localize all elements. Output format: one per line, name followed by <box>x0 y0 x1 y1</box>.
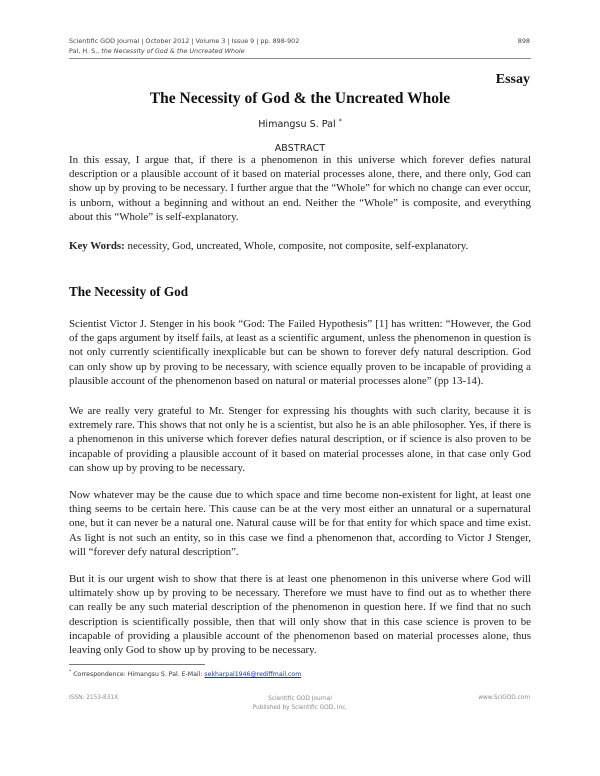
article-type-label: Essay <box>495 72 530 87</box>
body-paragraph: Now whatever may be the cause due to which space and time become non-existent for light, at least one thing seems to be certain here. This cause can be at the very most either an unnatural or a supernatural one, but it can never be a natural one. Natural cause will be for that entity for which space and time exist. As light is not such an entity, so in this case we find a phenomenon that, according to Victor J Stenger, will “forever defy natural description”. <box>69 489 531 558</box>
section-heading: The Necessity of God <box>69 284 189 299</box>
correspondence-footnote <box>69 670 301 678</box>
body-paragraph: Scientist Victor J. Stenger in his book “God: The Failed Hypothesis” [1] has written: “However, the God of the gaps argument by itself fails, at least as a scientific argument, unless the phenomenon in question is not only currently scientifically inexplicable but can be shown to forever defy natural description. God can only show up by proving to be necessary, with science equally proven to be incapable of providing a plausible account of the phenomenon based on natural or material processes alone” (pp 13-14). <box>69 318 531 387</box>
body-paragraph: We are really very grateful to Mr. Stenger for expressing his thoughts with such clarity, because it is extremely rare. This shows that not only he is a scientist, but also he is an able philosopher. Yes, if there is a phenomenon in this universe which forever defies natural description, or if science is also proven to be incapable of providing a plausible account of it based on material processes alone, in that case only God can show up by proving to be necessary. <box>69 405 531 474</box>
footer-issn: ISSN: 2153-831X <box>69 695 119 701</box>
footnote-text: Correspondence: Himangsu S. Pal. E-Mail: <box>73 671 205 679</box>
footer-publisher: Published by Scientific GOD, Inc. <box>252 705 348 711</box>
header-divider <box>69 58 531 59</box>
footnote-mark: * <box>69 670 72 675</box>
author-line <box>0 118 600 130</box>
keywords-label: Key Words: <box>69 240 125 252</box>
article-title: The Necessity of God & the Uncreated Whole <box>149 90 451 107</box>
abstract-heading: ABSTRACT <box>274 143 326 154</box>
author-name: Himangsu S. Pal <box>258 119 336 131</box>
footer-website: www.SciGOD.com <box>478 695 530 701</box>
author-footnote-mark: * <box>338 118 342 125</box>
keywords <box>69 239 531 253</box>
running-header-citation: Scientific GOD Journal | October 2012 | Volume 3 | Issue 9 | pp. 898-902 <box>69 37 300 45</box>
footer-journal-name: Scientific GOD Journal <box>268 696 332 702</box>
author-email-link[interactable]: sekharpal1946@rediffmail.com <box>204 671 302 679</box>
abstract-text: In this essay, I argue that, if there is a phenomenon in this universe which forever defies natural description or a plausible account of it based on material processes alone, there, and there only, God can show up by proving to be necessary. I further argue that the “Whole” for which no change can ever occur, is unborn, without a beginning and without an end. Neither the “Whole” is composite, and everything about this “Whole” is self-explanatory. <box>69 154 531 223</box>
keywords-text: necessity, God, uncreated, Whole, composite, not composite, self-explanatory. <box>124 240 469 252</box>
footnote-divider <box>69 664 205 665</box>
body-paragraph: But it is our urgent wish to show that there is at least one phenomenon in this universe where God will ultimately show up by proving to be necessary. Therefore we must have to find out as to whether there can really be any such material description of the phenomenon in question here. If we find that no such description is scientifically possible, then that will only show that in this case science is proven to be incapable of providing a plausible account of the phenomenon based on material processes alone, thus leaving only God to show up by proving to be necessary. <box>69 573 531 657</box>
running-header-author-prefix: Pal, H. S., <box>69 47 102 55</box>
running-header-short-title: the Necessity of God & the Uncreated Whole <box>101 47 245 55</box>
page-number: 898 <box>517 37 530 45</box>
running-header-author <box>69 47 245 55</box>
